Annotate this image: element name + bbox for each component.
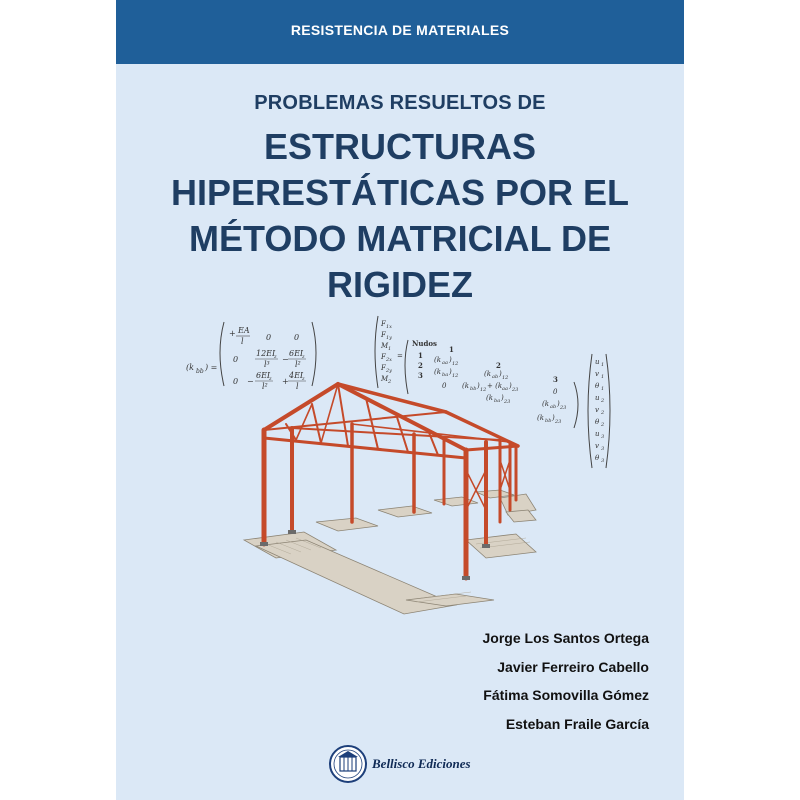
- svg-text:12: 12: [480, 387, 487, 393]
- svg-text:−: −: [282, 355, 289, 364]
- book-title: [116, 124, 684, 308]
- svg-text:): ): [477, 382, 480, 390]
- svg-text:F: F: [381, 320, 386, 328]
- svg-text:bb: bb: [545, 418, 552, 424]
- stiffness-matrix-left: [186, 322, 316, 391]
- svg-text:12EI: 12EI: [256, 349, 276, 358]
- svg-text:(k: (k: [186, 363, 194, 372]
- svg-text:12: 12: [452, 361, 459, 367]
- publisher-logo-icon: [328, 744, 368, 784]
- foundation-pads: [244, 490, 536, 614]
- svg-text:23: 23: [555, 419, 562, 425]
- svg-text:ab: ab: [492, 374, 499, 380]
- svg-text:23: 23: [504, 399, 511, 405]
- svg-text:z: z: [302, 376, 305, 382]
- svg-text:): ): [449, 356, 452, 364]
- svg-text:1: 1: [388, 346, 392, 352]
- svg-text:Nudos: Nudos: [412, 339, 437, 348]
- svg-text:0: 0: [233, 377, 239, 386]
- svg-text:2: 2: [496, 361, 501, 370]
- svg-text:0: 0: [553, 388, 558, 396]
- svg-text:EA: EA: [238, 326, 250, 335]
- svg-text:ba: ba: [494, 398, 501, 404]
- svg-text:(k: (k: [434, 368, 441, 376]
- svg-text:2: 2: [601, 398, 605, 404]
- svg-text:1: 1: [449, 345, 454, 354]
- svg-text:2: 2: [601, 410, 605, 416]
- svg-text:θ: θ: [595, 418, 600, 426]
- svg-text:M: M: [381, 342, 389, 350]
- svg-text:+: +: [229, 329, 236, 338]
- svg-text:aa: aa: [502, 386, 508, 392]
- svg-text:3: 3: [601, 434, 605, 440]
- svg-text:z: z: [269, 376, 272, 382]
- svg-text:l²: l²: [262, 382, 268, 391]
- svg-text:1y: 1y: [386, 335, 393, 341]
- svg-text:=: =: [397, 352, 403, 360]
- book-subtitle: PROBLEMAS RESUELTOS DE: [254, 92, 546, 114]
- svg-text:M: M: [381, 375, 389, 383]
- svg-text:12: 12: [452, 373, 459, 379]
- svg-text:): ): [509, 382, 512, 390]
- svg-text:F: F: [381, 364, 386, 372]
- series-banner: [116, 0, 684, 64]
- stiffness-matrix-right: [375, 316, 610, 468]
- svg-text:−: −: [247, 377, 254, 386]
- svg-text:(k: (k: [542, 400, 549, 408]
- title-line: HIPERESTÁTICAS POR EL: [170, 172, 630, 213]
- svg-text:F: F: [381, 331, 386, 339]
- svg-text:+: +: [282, 377, 289, 386]
- svg-text:3: 3: [601, 446, 605, 452]
- title-line: ESTRUCTURAS: [263, 126, 536, 167]
- svg-text:): ): [499, 370, 502, 378]
- svg-text:23: 23: [512, 387, 519, 393]
- svg-text:(k: (k: [434, 356, 441, 364]
- svg-text:+ (k: + (k: [487, 382, 503, 390]
- author-name: Esteban Fraile García: [505, 715, 649, 732]
- svg-text:6EI: 6EI: [256, 371, 271, 380]
- svg-text:2y: 2y: [386, 368, 393, 374]
- book-cover: [116, 0, 684, 800]
- svg-text:3: 3: [553, 375, 558, 384]
- svg-text:v: v: [595, 406, 599, 414]
- svg-text:v: v: [595, 442, 599, 450]
- svg-text:6EI: 6EI: [289, 349, 304, 358]
- svg-text:bb: bb: [470, 386, 477, 392]
- svg-text:) =: ) =: [205, 363, 218, 372]
- svg-text:0: 0: [294, 333, 300, 342]
- svg-text:l²: l²: [295, 360, 301, 369]
- svg-text:0: 0: [233, 355, 239, 364]
- svg-text:2: 2: [601, 422, 605, 428]
- svg-text:l: l: [296, 382, 299, 391]
- svg-text:(k: (k: [462, 382, 469, 390]
- svg-text:2: 2: [388, 379, 392, 385]
- author-name: Javier Ferreiro Cabello: [497, 658, 649, 675]
- svg-text:(k: (k: [486, 394, 493, 402]
- series-title: RESISTENCIA DE MATERIALES: [290, 22, 510, 38]
- svg-text:2: 2: [418, 361, 423, 370]
- svg-text:0: 0: [266, 333, 272, 342]
- svg-text:F: F: [381, 353, 386, 361]
- svg-text:): ): [501, 394, 504, 402]
- svg-text:1: 1: [601, 362, 605, 368]
- svg-text:3: 3: [418, 371, 423, 380]
- svg-text:v: v: [595, 370, 599, 378]
- svg-text:(k: (k: [484, 370, 491, 378]
- svg-text:1x: 1x: [386, 324, 393, 330]
- svg-text:1: 1: [418, 351, 423, 360]
- svg-text:l³: l³: [264, 360, 270, 369]
- svg-text:u: u: [595, 430, 600, 438]
- svg-text:bb: bb: [196, 368, 204, 375]
- svg-text:θ: θ: [595, 382, 600, 390]
- svg-text:4EI: 4EI: [289, 371, 304, 380]
- svg-text:ab: ab: [550, 404, 557, 410]
- svg-text:23: 23: [560, 405, 567, 411]
- publisher-name: Bellisco Ediciones: [372, 756, 471, 771]
- svg-text:(k: (k: [537, 414, 544, 422]
- svg-text:): ): [449, 368, 452, 376]
- svg-text:): ): [552, 414, 555, 422]
- title-line: MÉTODO MATRICIAL DE: [189, 218, 611, 259]
- svg-text:1: 1: [601, 374, 605, 380]
- svg-text:u: u: [595, 358, 600, 366]
- svg-text:3: 3: [601, 458, 605, 464]
- svg-text:12: 12: [502, 375, 509, 381]
- svg-text:l: l: [241, 337, 244, 346]
- svg-text:2x: 2x: [386, 357, 393, 363]
- svg-text:ba: ba: [442, 372, 449, 378]
- svg-text:z: z: [274, 354, 277, 360]
- svg-text:): ): [557, 400, 560, 408]
- svg-text:θ: θ: [595, 454, 600, 462]
- svg-text:u: u: [595, 394, 600, 402]
- svg-text:aa: aa: [442, 360, 448, 366]
- title-line: RIGIDEZ: [326, 264, 473, 305]
- author-name: Jorge Los Santos Ortega: [482, 630, 649, 646]
- svg-text:z: z: [302, 354, 305, 360]
- publisher: [328, 744, 471, 784]
- author-list: [483, 624, 649, 738]
- svg-text:0: 0: [442, 382, 447, 390]
- svg-text:1: 1: [601, 386, 605, 392]
- cover-illustration: [116, 300, 684, 620]
- author-name: Fátima Somovilla Gómez: [483, 687, 649, 703]
